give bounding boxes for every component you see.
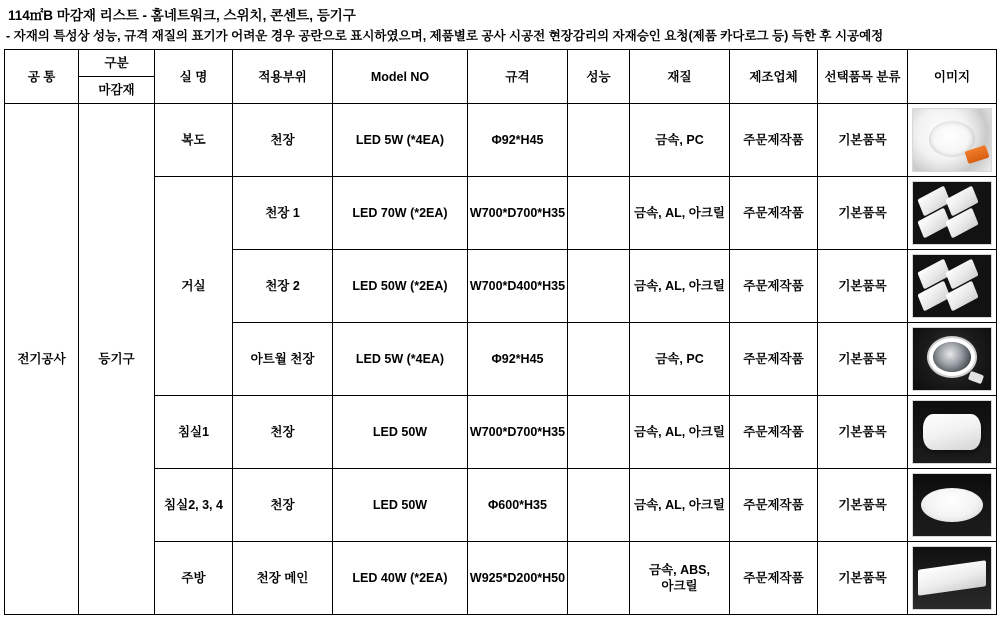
header-division: 구분 bbox=[79, 50, 155, 77]
header-room: 실 명 bbox=[155, 50, 233, 104]
cell-material: 금속, AL, 아크릴 bbox=[630, 396, 730, 469]
cell-performance bbox=[568, 469, 630, 542]
cell-room: 거실 bbox=[155, 177, 233, 396]
cell-performance bbox=[568, 396, 630, 469]
downlight-round-icon bbox=[912, 108, 992, 172]
cell-image bbox=[908, 177, 997, 250]
group-common: 전기공사 bbox=[5, 104, 79, 615]
cell-apply-area: 천장 메인 bbox=[233, 542, 333, 615]
cell-option-class: 기본품목 bbox=[818, 177, 908, 250]
cell-room: 침실2, 3, 4 bbox=[155, 469, 233, 542]
cell-maker: 주문제작품 bbox=[730, 177, 818, 250]
cell-spec: W700*D700*H35 bbox=[468, 396, 568, 469]
cell-maker: 주문제작품 bbox=[730, 469, 818, 542]
cell-maker: 주문제작품 bbox=[730, 250, 818, 323]
header-spec: 규격 bbox=[468, 50, 568, 104]
cell-apply-area: 천장 bbox=[233, 396, 333, 469]
cell-material: 금속, AL, 아크릴 bbox=[630, 177, 730, 250]
spotlight-icon bbox=[912, 327, 992, 391]
cell-apply-area: 천장 2 bbox=[233, 250, 333, 323]
cell-material: 금속, AL, 아크릴 bbox=[630, 469, 730, 542]
header-common: 공 통 bbox=[5, 50, 79, 104]
cell-room: 복도 bbox=[155, 104, 233, 177]
group-division: 등기구 bbox=[79, 104, 155, 615]
cell-image bbox=[908, 396, 997, 469]
cell-maker: 주문제작품 bbox=[730, 104, 818, 177]
header-image: 이미지 bbox=[908, 50, 997, 104]
header-model-no: Model NO bbox=[333, 50, 468, 104]
cell-image bbox=[908, 250, 997, 323]
cell-room: 침실1 bbox=[155, 396, 233, 469]
cell-spec: Φ92*H45 bbox=[468, 104, 568, 177]
cell-model-no: LED 50W bbox=[333, 396, 468, 469]
page-title: 114㎡B 마감재 리스트 - 홈네트워크, 스위치, 콘센트, 등기구 bbox=[8, 8, 356, 23]
cell-spec: Φ600*H35 bbox=[468, 469, 568, 542]
finish-material-table bbox=[4, 49, 997, 615]
cell-maker: 주문제작품 bbox=[730, 542, 818, 615]
cell-model-no: LED 50W bbox=[333, 469, 468, 542]
flat-panel-round-icon bbox=[912, 473, 992, 537]
linear-bar-light-icon bbox=[912, 546, 992, 610]
header-performance: 성능 bbox=[568, 50, 630, 104]
cell-maker: 주문제작품 bbox=[730, 323, 818, 396]
header-option-class: 선택품목 분류 bbox=[818, 50, 908, 104]
cell-option-class: 기본품목 bbox=[818, 104, 908, 177]
cell-apply-area: 천장 bbox=[233, 469, 333, 542]
cell-spec: Φ92*H45 bbox=[468, 323, 568, 396]
cell-spec: W700*D400*H35 bbox=[468, 250, 568, 323]
cell-model-no: LED 5W (*4EA) bbox=[333, 323, 468, 396]
panel-square-cluster-icon bbox=[912, 254, 992, 318]
cell-apply-area: 천장 bbox=[233, 104, 333, 177]
header-maker: 제조업체 bbox=[730, 50, 818, 104]
header-material: 재질 bbox=[630, 50, 730, 104]
cell-performance bbox=[568, 104, 630, 177]
cell-material: 금속, PC bbox=[630, 323, 730, 396]
cell-model-no: LED 70W (*2EA) bbox=[333, 177, 468, 250]
cell-image bbox=[908, 542, 997, 615]
cell-option-class: 기본품목 bbox=[818, 396, 908, 469]
cell-material: 금속, PC bbox=[630, 104, 730, 177]
cell-material: 금속, AL, 아크릴 bbox=[630, 250, 730, 323]
cell-option-class: 기본품목 bbox=[818, 250, 908, 323]
cell-performance bbox=[568, 250, 630, 323]
document-note: - 자재의 특성상 성능, 규격 재질의 표기가 어려운 경우 공란으로 표시하였으며, 제품별로 공사 시공전 현장감리의 자재승인 요청(제품 카다로그 등) 득한 후 시공예정 bbox=[6, 29, 884, 43]
cell-option-class: 기본품목 bbox=[818, 323, 908, 396]
cell-image bbox=[908, 323, 997, 396]
cell-performance bbox=[568, 177, 630, 250]
cell-model-no: LED 5W (*4EA) bbox=[333, 104, 468, 177]
panel-square-cluster-icon bbox=[912, 181, 992, 245]
header-finish-material: 마감재 bbox=[79, 77, 155, 104]
header-apply-area: 적용부위 bbox=[233, 50, 333, 104]
cell-apply-area: 아트월 천장 bbox=[233, 323, 333, 396]
table-header-row-1 bbox=[5, 50, 997, 77]
cell-option-class: 기본품목 bbox=[818, 542, 908, 615]
cell-image bbox=[908, 104, 997, 177]
cell-image bbox=[908, 469, 997, 542]
cell-performance bbox=[568, 542, 630, 615]
flat-panel-square-icon bbox=[912, 400, 992, 464]
cell-model-no: LED 50W (*2EA) bbox=[333, 250, 468, 323]
cell-maker: 주문제작품 bbox=[730, 396, 818, 469]
cell-spec: W925*D200*H50 bbox=[468, 542, 568, 615]
cell-option-class: 기본품목 bbox=[818, 469, 908, 542]
cell-spec: W700*D700*H35 bbox=[468, 177, 568, 250]
cell-performance bbox=[568, 323, 630, 396]
cell-room: 주방 bbox=[155, 542, 233, 615]
cell-material: 금속, ABS, 아크릴 bbox=[630, 542, 730, 615]
table-row bbox=[5, 104, 997, 177]
cell-apply-area: 천장 1 bbox=[233, 177, 333, 250]
cell-model-no: LED 40W (*2EA) bbox=[333, 542, 468, 615]
